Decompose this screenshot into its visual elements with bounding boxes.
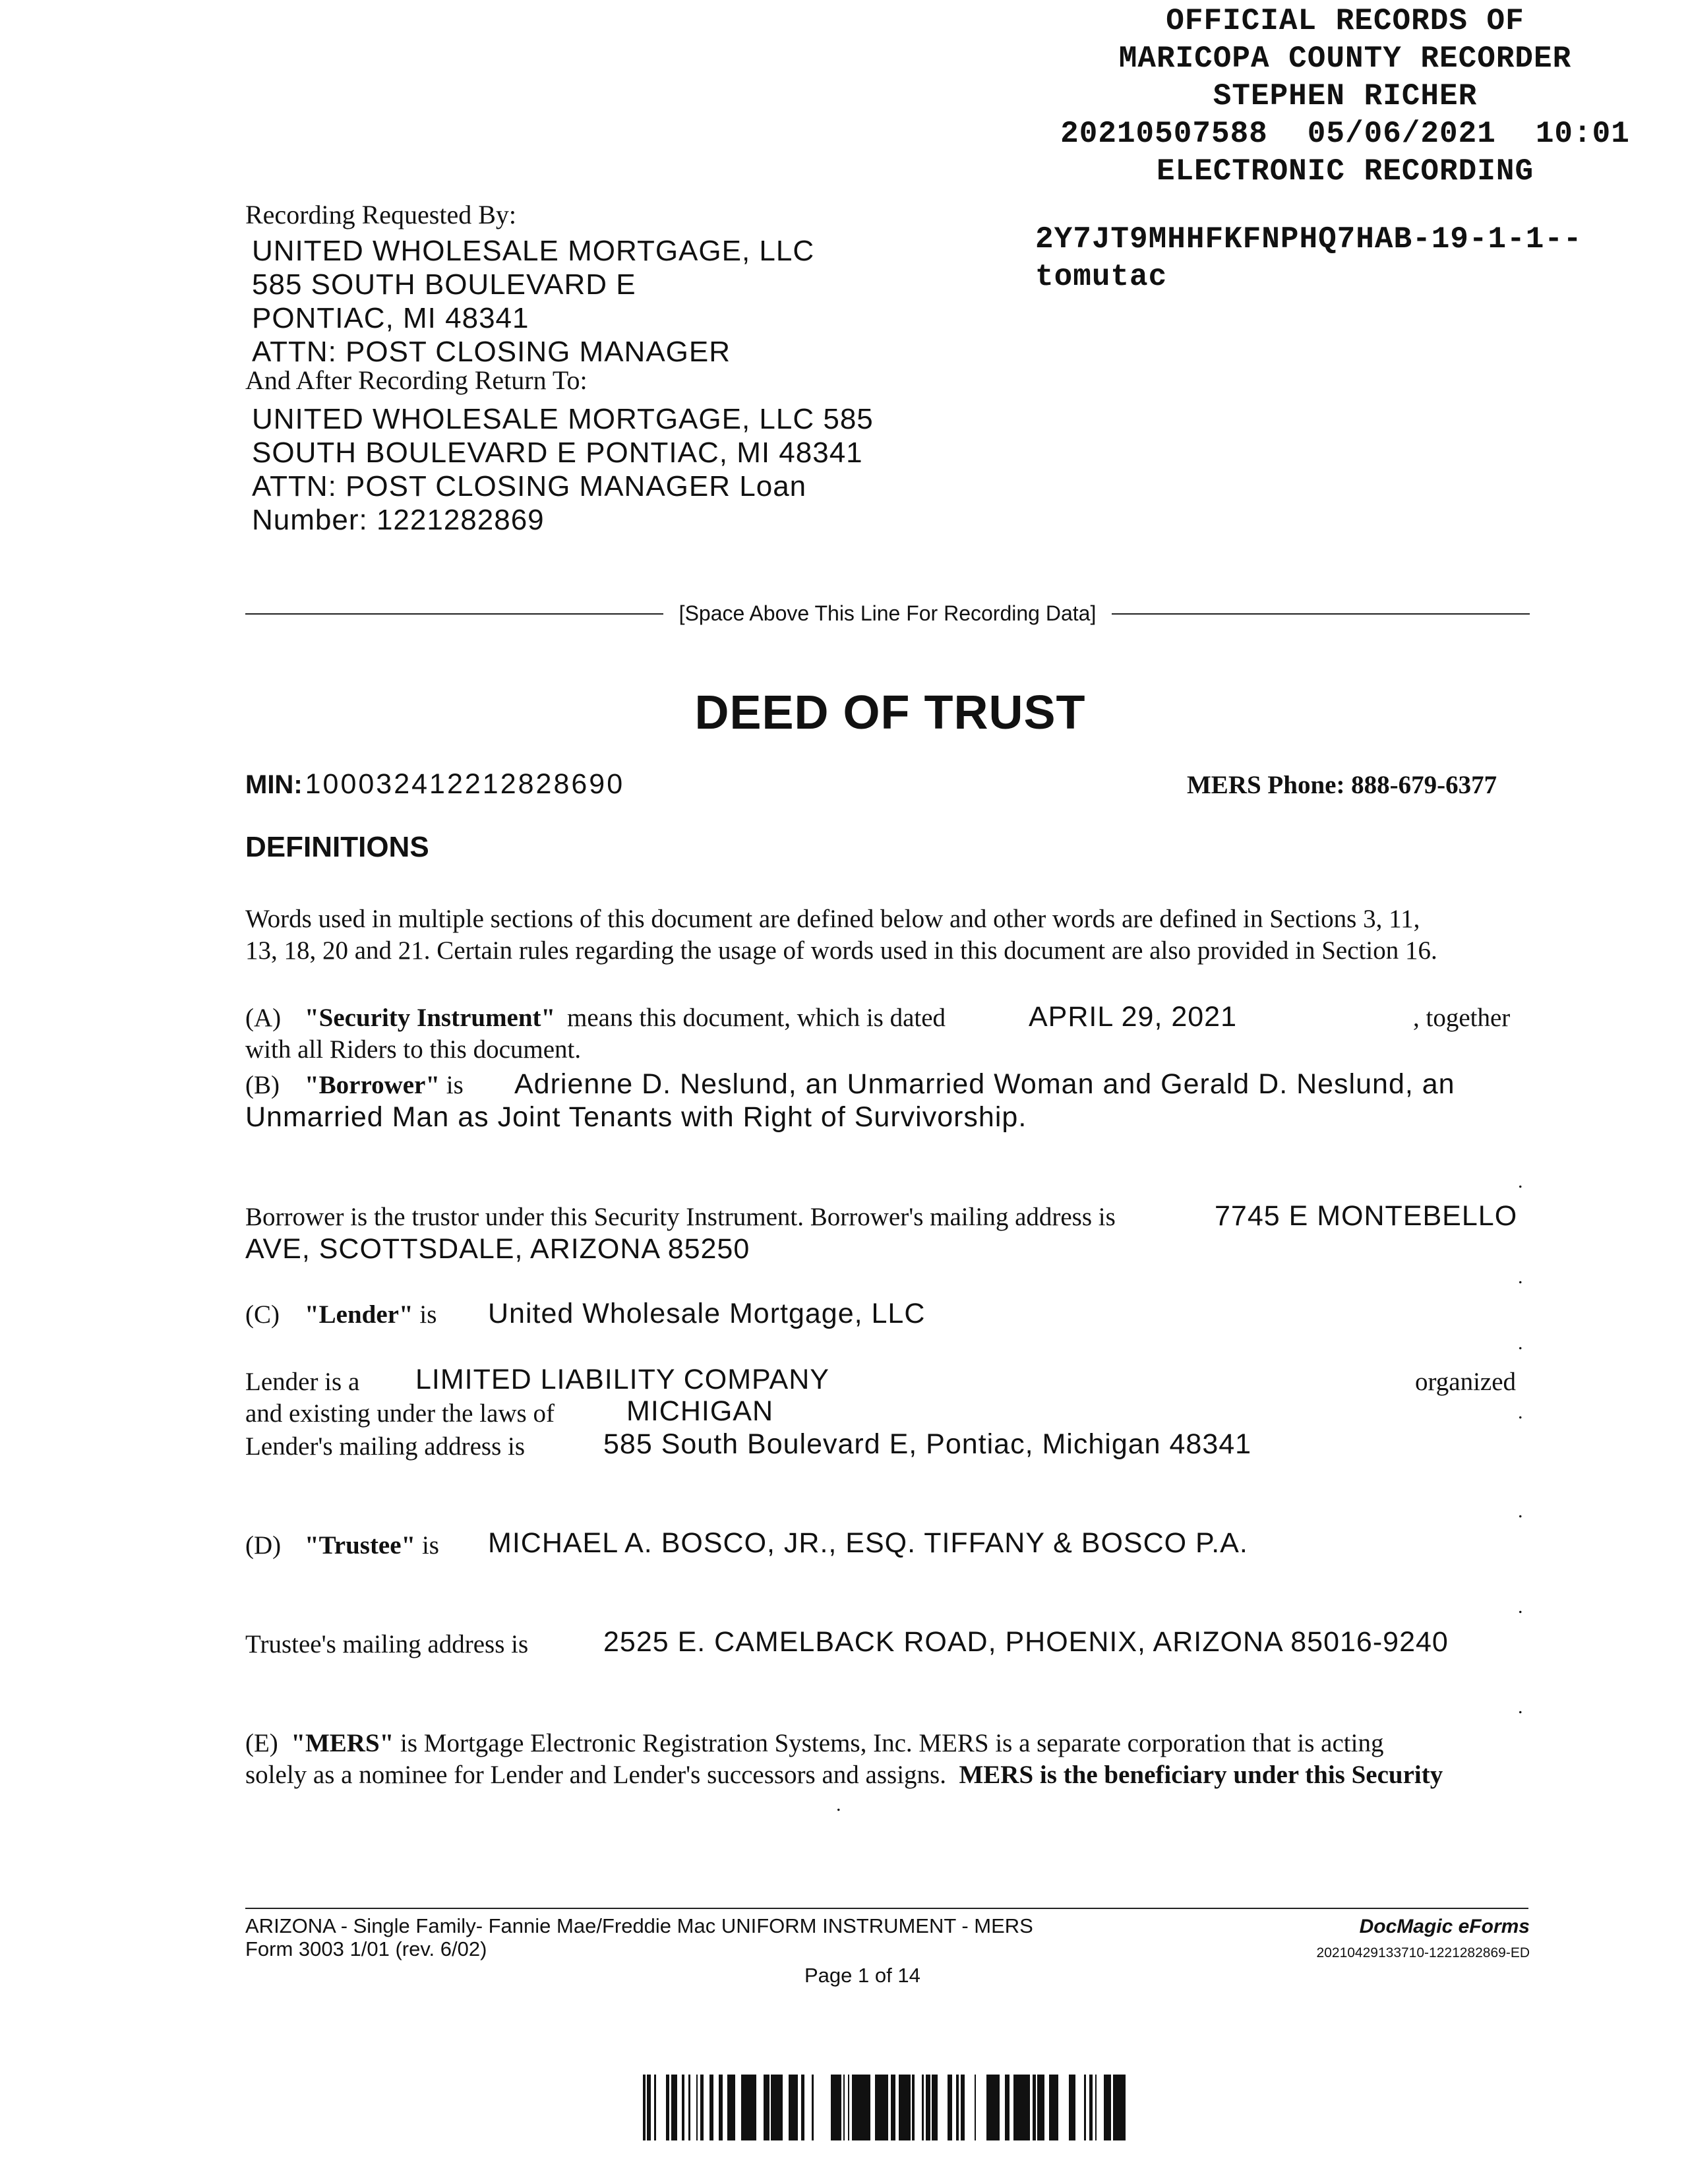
definition-c-term	[305, 1299, 437, 1331]
barcode-bar	[768, 2075, 769, 2140]
barcode-bar	[1056, 2075, 1058, 2140]
barcode-bar	[1089, 2075, 1093, 2140]
barcode-bar	[647, 2075, 649, 2140]
lender-laws-label: and existing under the laws of	[245, 1399, 555, 1428]
barcode-bar	[778, 2075, 781, 2140]
record-time: 10:01	[1535, 117, 1630, 151]
dot-mark: .	[1518, 1500, 1523, 1522]
barcode-bar	[843, 2075, 845, 2140]
barcode-bar	[1118, 2075, 1122, 2140]
barcode-bar	[875, 2075, 878, 2140]
definition-b-marker: (B)	[245, 1071, 280, 1099]
mers-definition-text: is Mortgage Electronic Registration Systems, Inc. MERS is a separate corporation that is acting	[400, 1729, 1384, 1757]
document-title: DEED OF TRUST	[694, 686, 1086, 739]
borrower-value-line-2: Unmarried Man as Joint Tenants with Right of Survivorship.	[245, 1101, 1027, 1133]
barcode-bar	[1018, 2075, 1022, 2140]
barcode-bar	[781, 2075, 783, 2140]
barcode-bar	[882, 2075, 885, 2140]
dot-mark: .	[1518, 1696, 1523, 1718]
barcode-bar	[1013, 2075, 1018, 2140]
footer-document-id: 20210429133710-1221282869-ED	[1316, 1945, 1530, 1960]
barcode-bar	[891, 2075, 895, 2140]
security-instrument-term: "Security Instrument"	[305, 1004, 556, 1032]
stamp-record-row	[1029, 115, 1662, 153]
barcode-bar	[934, 2075, 936, 2140]
definition-d-marker: (D)	[245, 1531, 282, 1560]
recording-data-note: [Space Above This Line For Recording Data]	[678, 601, 1097, 625]
barcode-bar	[932, 2075, 934, 2140]
barcode-bar	[906, 2075, 911, 2140]
definition-e-line-1	[245, 1728, 1531, 1759]
barcode-bar	[948, 2075, 952, 2140]
return-line-2: SOUTH BOULEVARD E PONTIAC, MI 48341	[252, 437, 863, 469]
stamp-line-5: ELECTRONIC RECORDING	[1156, 154, 1534, 189]
barcode-image	[643, 2075, 1128, 2140]
barcode-bar	[936, 2075, 938, 2140]
barcode-bar	[878, 2075, 882, 2140]
barcode-bar	[1106, 2075, 1111, 2140]
barcode-bar	[654, 2075, 656, 2140]
dot-mark: .	[836, 1794, 841, 1815]
document-code	[1035, 221, 1582, 296]
barcode-bar	[1006, 2075, 1010, 2140]
barcode-bar	[1052, 2075, 1056, 2140]
definition-a-term	[305, 1002, 555, 1034]
intro-line-1: Words used in multiple sections of this document are defined below and other words are defined in Sections 3, 11,	[245, 905, 1420, 933]
barcode-bar	[1095, 2075, 1097, 2140]
return-to-address	[252, 402, 874, 537]
barcode-bar	[796, 2075, 798, 2140]
borrower-value-line-1: Adrienne D. Neslund, an Unmarried Woman and Gerald D. Neslund, an	[514, 1068, 1455, 1100]
barcode-bar	[727, 2075, 730, 2140]
stamp-line-3: STEPHEN RICHER	[1213, 79, 1478, 113]
barcode-bar	[859, 2075, 860, 2140]
lender-value: United Wholesale Mortgage, LLC	[488, 1298, 926, 1329]
definition-a-text: means this document, which is dated	[567, 1004, 946, 1032]
recorder-stamp	[1029, 3, 1662, 191]
barcode-bar	[1024, 2075, 1025, 2140]
barcode-bar	[1022, 2075, 1024, 2140]
trustee-value: MICHAEL A. BOSCO, JR., ESQ. TIFFANY & BOSCO P.A.	[488, 1527, 1248, 1559]
recording-requested-label: Recording Requested By:	[245, 200, 517, 229]
barcode-bar	[774, 2075, 775, 2140]
instrument-date: APRIL 29, 2021	[1029, 1001, 1238, 1033]
barcode-bar	[771, 2075, 774, 2140]
barcode-bar	[1122, 2075, 1126, 2140]
barcode-bar	[903, 2075, 906, 2140]
return-line-1: UNITED WHOLESALE MORTGAGE, LLC 585	[252, 403, 874, 435]
requested-line-2: 585 SOUTH BOULEVARD E	[252, 268, 636, 301]
definition-a-line2: with all Riders to this document.	[245, 1035, 582, 1064]
barcode-bar	[719, 2075, 723, 2140]
doc-code-line-2: tomutac	[1035, 260, 1168, 294]
barcode-bar	[962, 2075, 965, 2140]
lender-mailing-label: Lender's mailing address is	[245, 1432, 526, 1461]
rule-right	[1112, 613, 1530, 615]
barcode-bar	[752, 2075, 756, 2140]
barcode-bar	[1033, 2075, 1036, 2140]
barcode-bar	[649, 2075, 651, 2140]
record-date: 05/06/2021	[1307, 117, 1496, 151]
intro-line-2: 13, 18, 20 and 21. Certain rules regarding the usage of words used in this document are also provided in Section 16.	[245, 936, 1437, 965]
barcode-bar	[1005, 2075, 1006, 2140]
barcode-bar	[990, 2075, 992, 2140]
stamp-line-1: OFFICIAL RECORDS OF	[1166, 4, 1524, 38]
barcode-bar	[835, 2075, 837, 2140]
definition-a-marker: (A)	[245, 1004, 282, 1032]
form-info	[245, 1914, 1033, 1960]
borrower-trustor-text: Borrower is the trustor under this Security Instrument. Borrower's mailing address is	[245, 1203, 1116, 1231]
min-value: 100032412212828690	[305, 768, 625, 800]
lender-term: "Lender"	[305, 1300, 413, 1329]
lender-laws-value: MICHIGAN	[626, 1395, 773, 1427]
barcode-bar	[748, 2075, 752, 2140]
barcode-bar	[975, 2075, 976, 2140]
requested-line-1: UNITED WHOLESALE MORTGAGE, LLC	[252, 235, 815, 267]
barcode-bar	[986, 2075, 990, 2140]
barcode-bar	[709, 2075, 713, 2140]
barcode-bar	[789, 2075, 793, 2140]
definition-a-tail: , together	[1413, 1004, 1511, 1032]
dot-mark: .	[1518, 1170, 1523, 1192]
min-row	[245, 768, 624, 801]
barcode-bar	[855, 2075, 859, 2140]
mers-phone: MERS Phone: 888-679-6377	[1187, 771, 1497, 799]
mers-nominee-text: solely as a nominee for Lender and Lender's successors and assigns.	[245, 1761, 946, 1789]
barcode-bar	[793, 2075, 796, 2140]
barcode-bar	[926, 2075, 930, 2140]
stamp-line-2: MARICOPA COUNTY RECORDER	[1118, 42, 1572, 76]
barcode-bar	[992, 2075, 997, 2140]
definition-e-marker: (E)	[245, 1729, 278, 1757]
definitions-heading: DEFINITIONS	[245, 831, 429, 863]
borrower-address-line-2: AVE, SCOTTSDALE, ARIZONA 85250	[245, 1233, 750, 1265]
barcode-bar	[733, 2075, 735, 2140]
requested-by-address	[252, 234, 814, 369]
barcode-bar	[1069, 2075, 1071, 2140]
rule-left	[245, 613, 663, 615]
barcode-bar	[764, 2075, 768, 2140]
lender-type-label: Lender is a	[245, 1368, 360, 1396]
barcode-bar	[741, 2075, 743, 2140]
footer-rule	[245, 1908, 1528, 1909]
requested-line-4: ATTN: POST CLOSING MANAGER	[252, 336, 731, 368]
borrower-term: "Borrower"	[305, 1071, 440, 1099]
lender-mailing-value: 585 South Boulevard E, Pontiac, Michigan 48341	[603, 1428, 1252, 1460]
trustee-term: "Trustee"	[305, 1531, 416, 1560]
barcode-bar	[1041, 2075, 1044, 2140]
lender-is: is	[419, 1300, 437, 1329]
mers-beneficiary-text: MERS is the beneficiary under this Security	[959, 1761, 1443, 1789]
intro-paragraph	[245, 903, 1437, 967]
barcode-bar	[1025, 2075, 1030, 2140]
form-line-1: ARIZONA - Single Family- Fannie Mae/Freddie Mac UNIFORM INSTRUMENT - MERS	[245, 1914, 1033, 1937]
barcode-bar	[801, 2075, 804, 2140]
dot-mark: .	[1518, 1596, 1523, 1618]
barcode-bar	[702, 2075, 704, 2140]
barcode-bar	[1037, 2075, 1041, 2140]
barcode-bar	[1113, 2075, 1118, 2140]
barcode-bar	[775, 2075, 778, 2140]
doc-code-line-1: 2Y7JT9MHHFKFNPHQ7HAB-19-1-1--	[1035, 222, 1582, 257]
barcode-bar	[671, 2075, 676, 2140]
trustee-mailing-label: Trustee's mailing address is	[245, 1630, 529, 1658]
barcode-bar	[676, 2075, 677, 2140]
requested-line-3: PONTIAC, MI 48341	[252, 302, 529, 334]
barcode-bar	[700, 2075, 702, 2140]
barcode-bar	[812, 2075, 814, 2140]
record-number: 20210507588	[1060, 117, 1268, 151]
barcode-bar	[852, 2075, 855, 2140]
barcode-bar	[922, 2075, 924, 2140]
barcode-bar	[912, 2075, 915, 2140]
definition-d-term	[305, 1530, 439, 1562]
barcode-bar	[643, 2075, 646, 2140]
barcode-bar	[837, 2075, 841, 2140]
min-label: MIN:	[245, 770, 303, 799]
organized-text: organized	[1415, 1368, 1517, 1396]
borrower-address-line-1: 7745 E MONTEBELLO	[1215, 1200, 1518, 1232]
barcode-bar	[899, 2075, 903, 2140]
barcode-bar	[730, 2075, 733, 2140]
barcode-bar	[1071, 2075, 1075, 2140]
definition-e-line-2	[245, 1759, 1531, 1791]
mers-term: "MERS"	[291, 1729, 394, 1757]
barcode-bar	[860, 2075, 863, 2140]
return-line-4: Number: 1221282869	[252, 504, 545, 536]
barcode-bar	[666, 2075, 669, 2140]
barcode-bar	[956, 2075, 959, 2140]
definition-b-term	[305, 1070, 464, 1101]
barcode-bar	[997, 2075, 1000, 2140]
page-number: Page 1 of 14	[804, 1964, 920, 1987]
barcode-bar	[1084, 2075, 1086, 2140]
barcode-bar	[682, 2075, 684, 2140]
lender-type-value: LIMITED LIABILITY COMPANY	[415, 1364, 829, 1395]
barcode-bar	[688, 2075, 690, 2140]
borrower-is: is	[446, 1071, 464, 1099]
return-line-3: ATTN: POST CLOSING MANAGER Loan	[252, 470, 807, 502]
dot-mark: .	[1518, 1332, 1523, 1354]
recording-data-rule	[245, 601, 1530, 626]
barcode-bar	[868, 2075, 870, 2140]
barcode-bar	[743, 2075, 748, 2140]
barcode-bar	[961, 2075, 962, 2140]
docmagic-logo: DocMagic eForms	[1359, 1916, 1530, 1937]
barcode-bar	[832, 2075, 835, 2140]
barcode-bar	[848, 2075, 849, 2140]
barcode-bar	[885, 2075, 888, 2140]
dot-mark: .	[1518, 1266, 1523, 1288]
barcode-bar	[1104, 2075, 1106, 2140]
return-to-label: And After Recording Return To:	[245, 365, 588, 395]
barcode-bar	[831, 2075, 832, 2140]
definition-c-marker: (C)	[245, 1300, 280, 1329]
trustee-mailing-value: 2525 E. CAMELBACK ROAD, PHOENIX, ARIZONA 85016-9240	[603, 1626, 1449, 1658]
barcode-bar	[863, 2075, 868, 2140]
dot-mark: .	[1518, 1401, 1523, 1423]
form-line-2: Form 3003 1/01 (rev. 6/02)	[245, 1937, 487, 1960]
barcode-bar	[1049, 2075, 1052, 2140]
barcode-bar	[696, 2075, 698, 2140]
trustee-is: is	[421, 1531, 439, 1560]
